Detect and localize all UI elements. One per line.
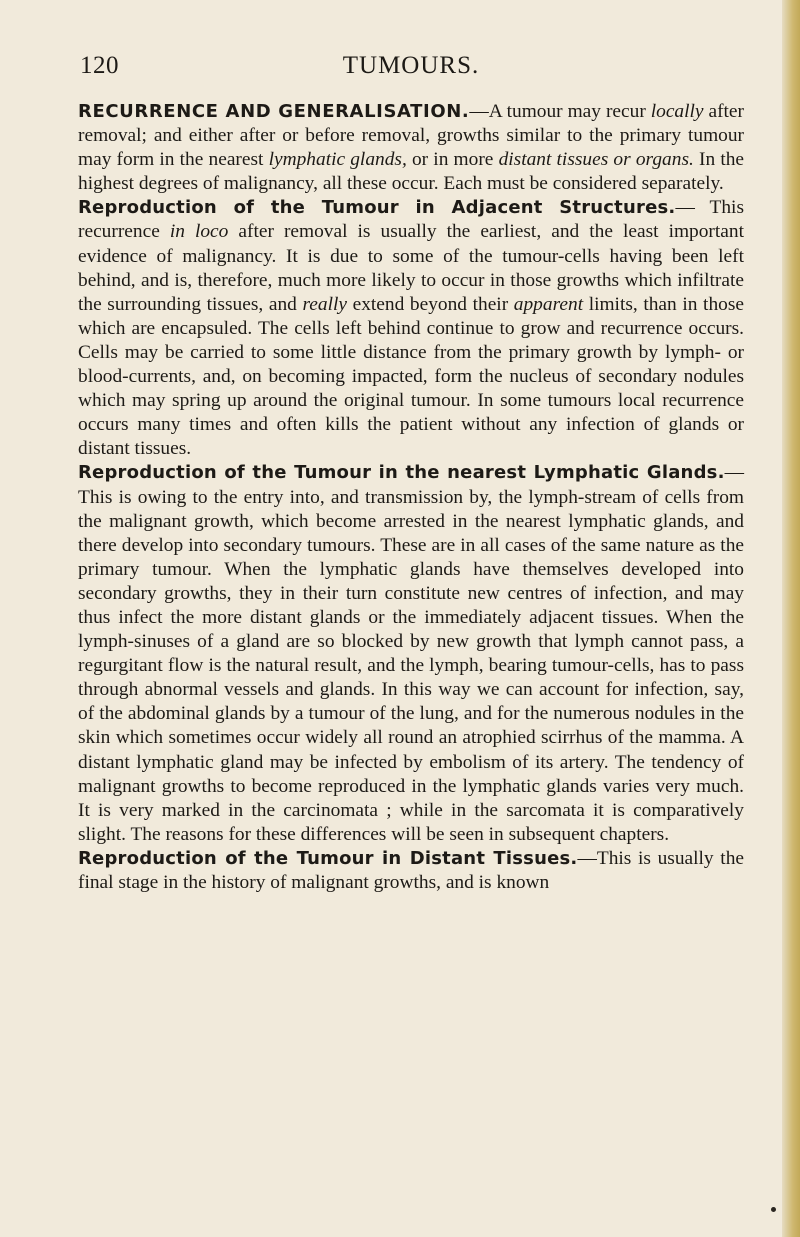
body-text: — This recurrence (78, 197, 744, 243)
running-title: TUMOURS. (342, 52, 480, 79)
body-text: after removal; and either after or before removal, growths similar to the primary tumour may form in the nearest (78, 101, 744, 171)
section-heading: RECURRENCE AND GENERALISATION. (78, 101, 470, 122)
body-text: after removal is usually the earliest, and the least important evidence of malignancy. It is due to some of the tumour-cells having been left behind, and is, therefore, much more likely to occur in those growths which infiltrate the surrounding tissues, and (78, 221, 744, 315)
page-body (78, 100, 744, 895)
section-heading: Reproduction of the Tumour in Distant Tissues. (78, 847, 578, 869)
italic-text: distant tissues or organs. (498, 149, 694, 171)
paragraph-text (78, 462, 744, 844)
body-text: or in more (406, 149, 499, 171)
page-edge (782, 0, 800, 1237)
body-text: limits, than in those which are encapsuled. The cells left behind continue to grow and recurrence occurs. Cells may be carried to some little distance from the primary growth by lymph- or blood-currents, and, on becoming impacted, form the nucleus of secondary nodules which may spring up around the original tumour. In some tumours local recurrence occurs many times and often kills the patient without any infection of glands or distant tissues. (78, 293, 744, 460)
paragraph-text (78, 197, 744, 459)
page-number: 120 (80, 52, 119, 79)
section-heading: Reproduction of the Tumour in Adjacent Structures. (78, 197, 676, 219)
italic-text: really (302, 293, 347, 315)
running-header (78, 46, 744, 86)
paragraph-recurrence (78, 100, 744, 196)
ink-speck (771, 1207, 776, 1212)
body-text: extend beyond their (346, 293, 514, 315)
body-text: —This is owing to the entry into, and transmission by, the lymph-stream of cells from the malignant growth, which become arrested in the nearest lymphatic glands, and there develop into secondary tumours. These are in all cases of the same nature as the primary tumour. When the lymphatic glands have themselves developed into secondary growths, they in their turn constitute new centres of infection, and may thus infect the more distant glands or the immediately adjacent tissues. When the lymph-sinuses of a gland are so blocked by new growth that lymph cannot pass, a regurgitant flow is the natural result, and the lymph, bearing tumour-cells, has to pass through abnormal vessels and glands. In this way we can account for infection, say, of the abdominal glands by a tumour of the lung, and for the numerous nodules in the skin which sometimes occur widely all round an atrophied scirrhus of the mamma. A distant lymphatic gland may be infected by embolism of its artery. The tendency of malignant growths to become reproduced in the lymphatic glands varies very much. It is very marked in the carcinomata ; while in the sarcomata it is comparatively slight. The reasons for these differences will be seen in subsequent chapters. (78, 462, 744, 845)
body-text: —A tumour may recur (469, 101, 651, 122)
paragraph-distant-tissues (78, 847, 744, 895)
italic-text: apparent (513, 293, 584, 315)
paragraph-adjacent-structures (78, 196, 744, 461)
italic-text: lymphatic glands, (268, 149, 407, 171)
section-heading: Reproduction of the Tumour in the nearest Lymphatic Glands. (78, 462, 725, 484)
paragraph-lymphatic-glands (78, 461, 744, 847)
italic-text: in loco (169, 221, 229, 243)
body-text: In the highest degrees of malignancy, all these occur. Each must be considered separately. (78, 149, 745, 195)
italic-text: locally (650, 101, 704, 122)
body-text: —This is usually the final stage in the history of malignant growths, and is known (78, 847, 744, 893)
